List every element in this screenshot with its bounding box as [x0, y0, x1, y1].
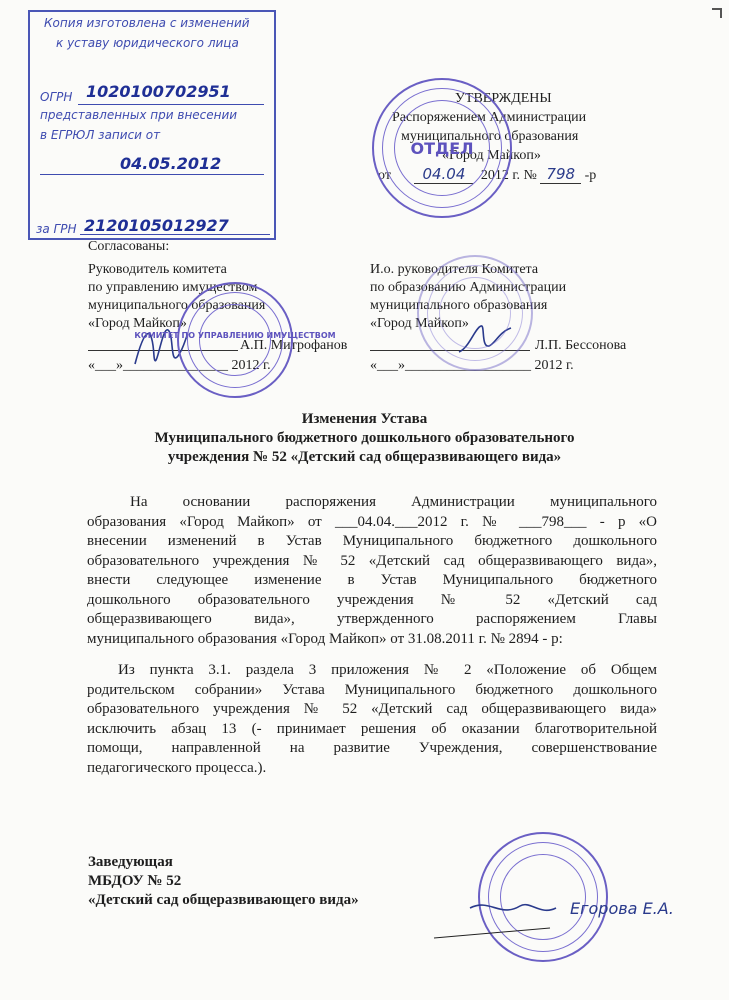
seal-star-icon — [372, 78, 512, 218]
p1-line: образования «Город Майкоп» от ___04.04.___2012 г. № ___798___ - р «О — [87, 513, 657, 530]
p2-line: педагогического процесса.). — [87, 759, 267, 776]
footer-institution: МБДОУ № 52 — [88, 873, 182, 889]
administration-seal — [372, 78, 512, 218]
body-paragraph-2 — [87, 661, 657, 778]
p1-line: На основании распоряжения Администрации муниципального — [130, 494, 657, 510]
p2-line: Из пункта 3.1. раздела 3 приложения № 2 «Положение об Общем — [118, 662, 657, 678]
agreed-right-line4: «Город Майкоп» — [370, 316, 469, 331]
agreed-left-line1: Руководитель комитета — [88, 262, 227, 277]
agreed-left-line3: муниципального образования — [88, 298, 266, 313]
agreed-left-name: А.П. Митрофанов — [240, 338, 348, 353]
ogrn-label: ОГРН — [40, 90, 73, 104]
approval-line1: Распоряжением Администрации — [392, 110, 587, 125]
approval-date-day: 04.04 — [414, 165, 473, 184]
p2-line: образовательного учреждения № 52 «Детский сад общеразвивающего вида» — [87, 701, 657, 717]
agreed-right-line3: муниципального образования — [370, 298, 548, 313]
approval-title: УТВЕРЖДЕНЫ — [455, 91, 552, 106]
agreed-right-line1: И.о. руководителя Комитета — [370, 262, 539, 277]
agreed-right-name: Л.П. Бессонова — [535, 338, 627, 353]
agreed-right-line2: по образованию Администрации — [370, 280, 567, 295]
p1-line: образовательного учреждения № 52 «Детский сад общеразвивающего вида», — [87, 552, 657, 569]
footer-institution-name: «Детский сад общеразвивающего вида» — [88, 892, 359, 908]
grn-value: 2120105012927 — [84, 216, 229, 235]
corner-mark — [712, 8, 722, 18]
p1-line: внести следующее изменение в Устав Муниципального бюджетного — [87, 572, 657, 588]
copy-stamp-line4: в ЕГРЮЛ записи от — [40, 128, 161, 142]
ogrn-underline — [78, 104, 264, 105]
p2-line: помощи, направленной на развитие Учреждения, совершенствование — [87, 740, 657, 756]
agreed-left-line4: «Город Майкоп» — [88, 316, 187, 331]
p2-line: родительском собрании» Устава Муниципального бюджетного дошкольного — [87, 681, 657, 698]
agreed-label: Согласованы: — [88, 239, 170, 254]
svg-text:Егорова Е.А.: Егорова Е.А. — [570, 899, 674, 918]
date-underline — [40, 174, 264, 175]
approval-date-year: 2012 г. № — [480, 168, 537, 183]
doc-subtitle-line2: учреждения № 52 «Детский сад общеразвивающего вида» — [167, 449, 562, 465]
p1-line: внесении изменений в Устав Муниципального бюджетного дошкольного — [87, 533, 657, 549]
approval-number: 798 — [540, 165, 581, 184]
seal2-text: КОМИТЕТ ПО УПРАВЛЕНИЮ ИМУЩЕСТВОМ — [134, 331, 336, 340]
body-paragraph-1 — [87, 493, 657, 649]
seal-center-text: ОТДЕЛ — [410, 139, 474, 158]
agreed-left-date: «___»_______________ 2012 г. — [88, 358, 271, 373]
agreed-right-date: «___»__________________ 2012 г. — [370, 358, 574, 373]
doc-title: Изменения Устава — [301, 411, 428, 427]
approval-line3: «Город Майкоп» — [442, 148, 541, 163]
doc-subtitle-line1: Муниципального бюджетного дошкольного образовательного — [154, 430, 575, 446]
p1-line: общеразвивающего вида», утвержденного распоряжением Главы — [87, 611, 657, 627]
approval-date-prefix: от — [378, 168, 391, 183]
approval-number-suffix: -р — [584, 168, 597, 183]
education-committee-seal — [417, 255, 533, 371]
copy-stamp-line1: Копия изготовлена с изменений — [44, 16, 250, 30]
copy-registration-stamp — [28, 10, 276, 240]
approval-line2: муниципального образования — [401, 129, 579, 144]
copy-stamp-line3: представленных при внесении — [40, 108, 238, 122]
p2-line: исключить абзац 13 (- принимает решения об оказании благотворительной — [87, 720, 657, 737]
copy-stamp-line2: к уставу юридического лица — [56, 36, 239, 50]
p1-line: муниципального образования «Город Майкоп» от 31.08.2011 г. № 2894 - р: — [87, 630, 563, 647]
p1-line: дошкольного образовательного учреждения № 52 «Детский сад — [87, 591, 657, 608]
grn-label: за ГРН — [36, 222, 77, 236]
footer-position: Заведующая — [88, 854, 173, 870]
director-signature — [430, 888, 690, 942]
agreed-left-line2: по управлению имуществом — [88, 280, 258, 295]
ogrn-value: 1020100702951 — [86, 82, 231, 101]
registration-date: 04.05.2012 — [120, 154, 222, 173]
